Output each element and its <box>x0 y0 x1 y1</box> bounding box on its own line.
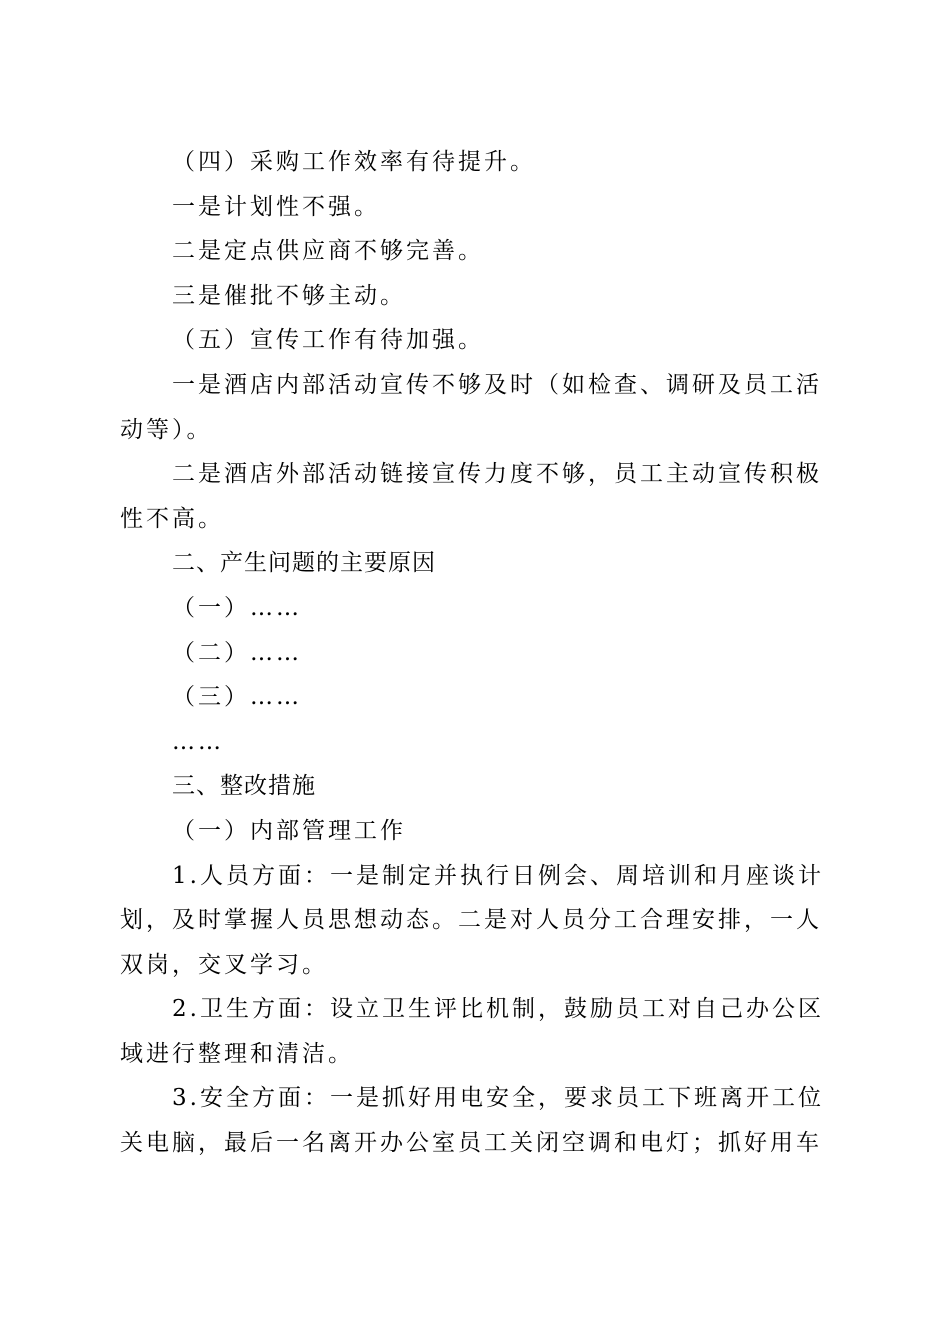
paragraph-line: 1.人员方面：一是制定并执行日例会、周培训和月座谈计 <box>172 862 824 889</box>
paragraph-line: 一是计划性不强。 <box>172 193 380 220</box>
subheading-internal-management: （一）内部管理工作 <box>172 817 406 844</box>
section-heading-causes: 二、产生问题的主要原因 <box>172 550 436 577</box>
paragraph-line: 一是酒店内部活动宣传不够及时（如检查、调研及员工活 <box>172 371 822 398</box>
list-item: （三）…… <box>172 684 302 711</box>
paragraph-line: 二是酒店外部活动链接宣传力度不够，员工主动宣传积极 <box>172 461 822 488</box>
paragraph-line: 三是催批不够主动。 <box>172 282 406 309</box>
list-item: （一）…… <box>172 594 302 621</box>
paragraph-line: 关电脑，最后一名离开办公室员工关闭空调和电灯；抓好用车 <box>120 1130 822 1157</box>
paragraph-line: 动等）。 <box>120 416 213 443</box>
list-item: （二）…… <box>172 639 302 666</box>
paragraph-line: 性不高。 <box>120 505 224 532</box>
paragraph-line: 二是定点供应商不够完善。 <box>172 238 484 265</box>
paragraph-line: 双岗，交叉学习。 <box>120 951 328 978</box>
list-item: …… <box>172 728 224 755</box>
subheading-publicity: （五）宣传工作有待加强。 <box>172 327 484 354</box>
paragraph-line: 划，及时掌握人员思想动态。二是对人员分工合理安排，一人 <box>120 907 822 934</box>
subheading-procurement: （四）采购工作效率有待提升。 <box>172 149 536 175</box>
paragraph-line: 2.卫生方面：设立卫生评比机制，鼓励员工对自己办公区 <box>172 996 824 1023</box>
paragraph-line: 3.安全方面：一是抓好用电安全，要求员工下班离开工位 <box>172 1085 824 1112</box>
section-heading-measures: 三、整改措施 <box>172 773 316 800</box>
paragraph-line: 域进行整理和清洁。 <box>120 1040 354 1067</box>
document-body <box>120 140 822 1166</box>
